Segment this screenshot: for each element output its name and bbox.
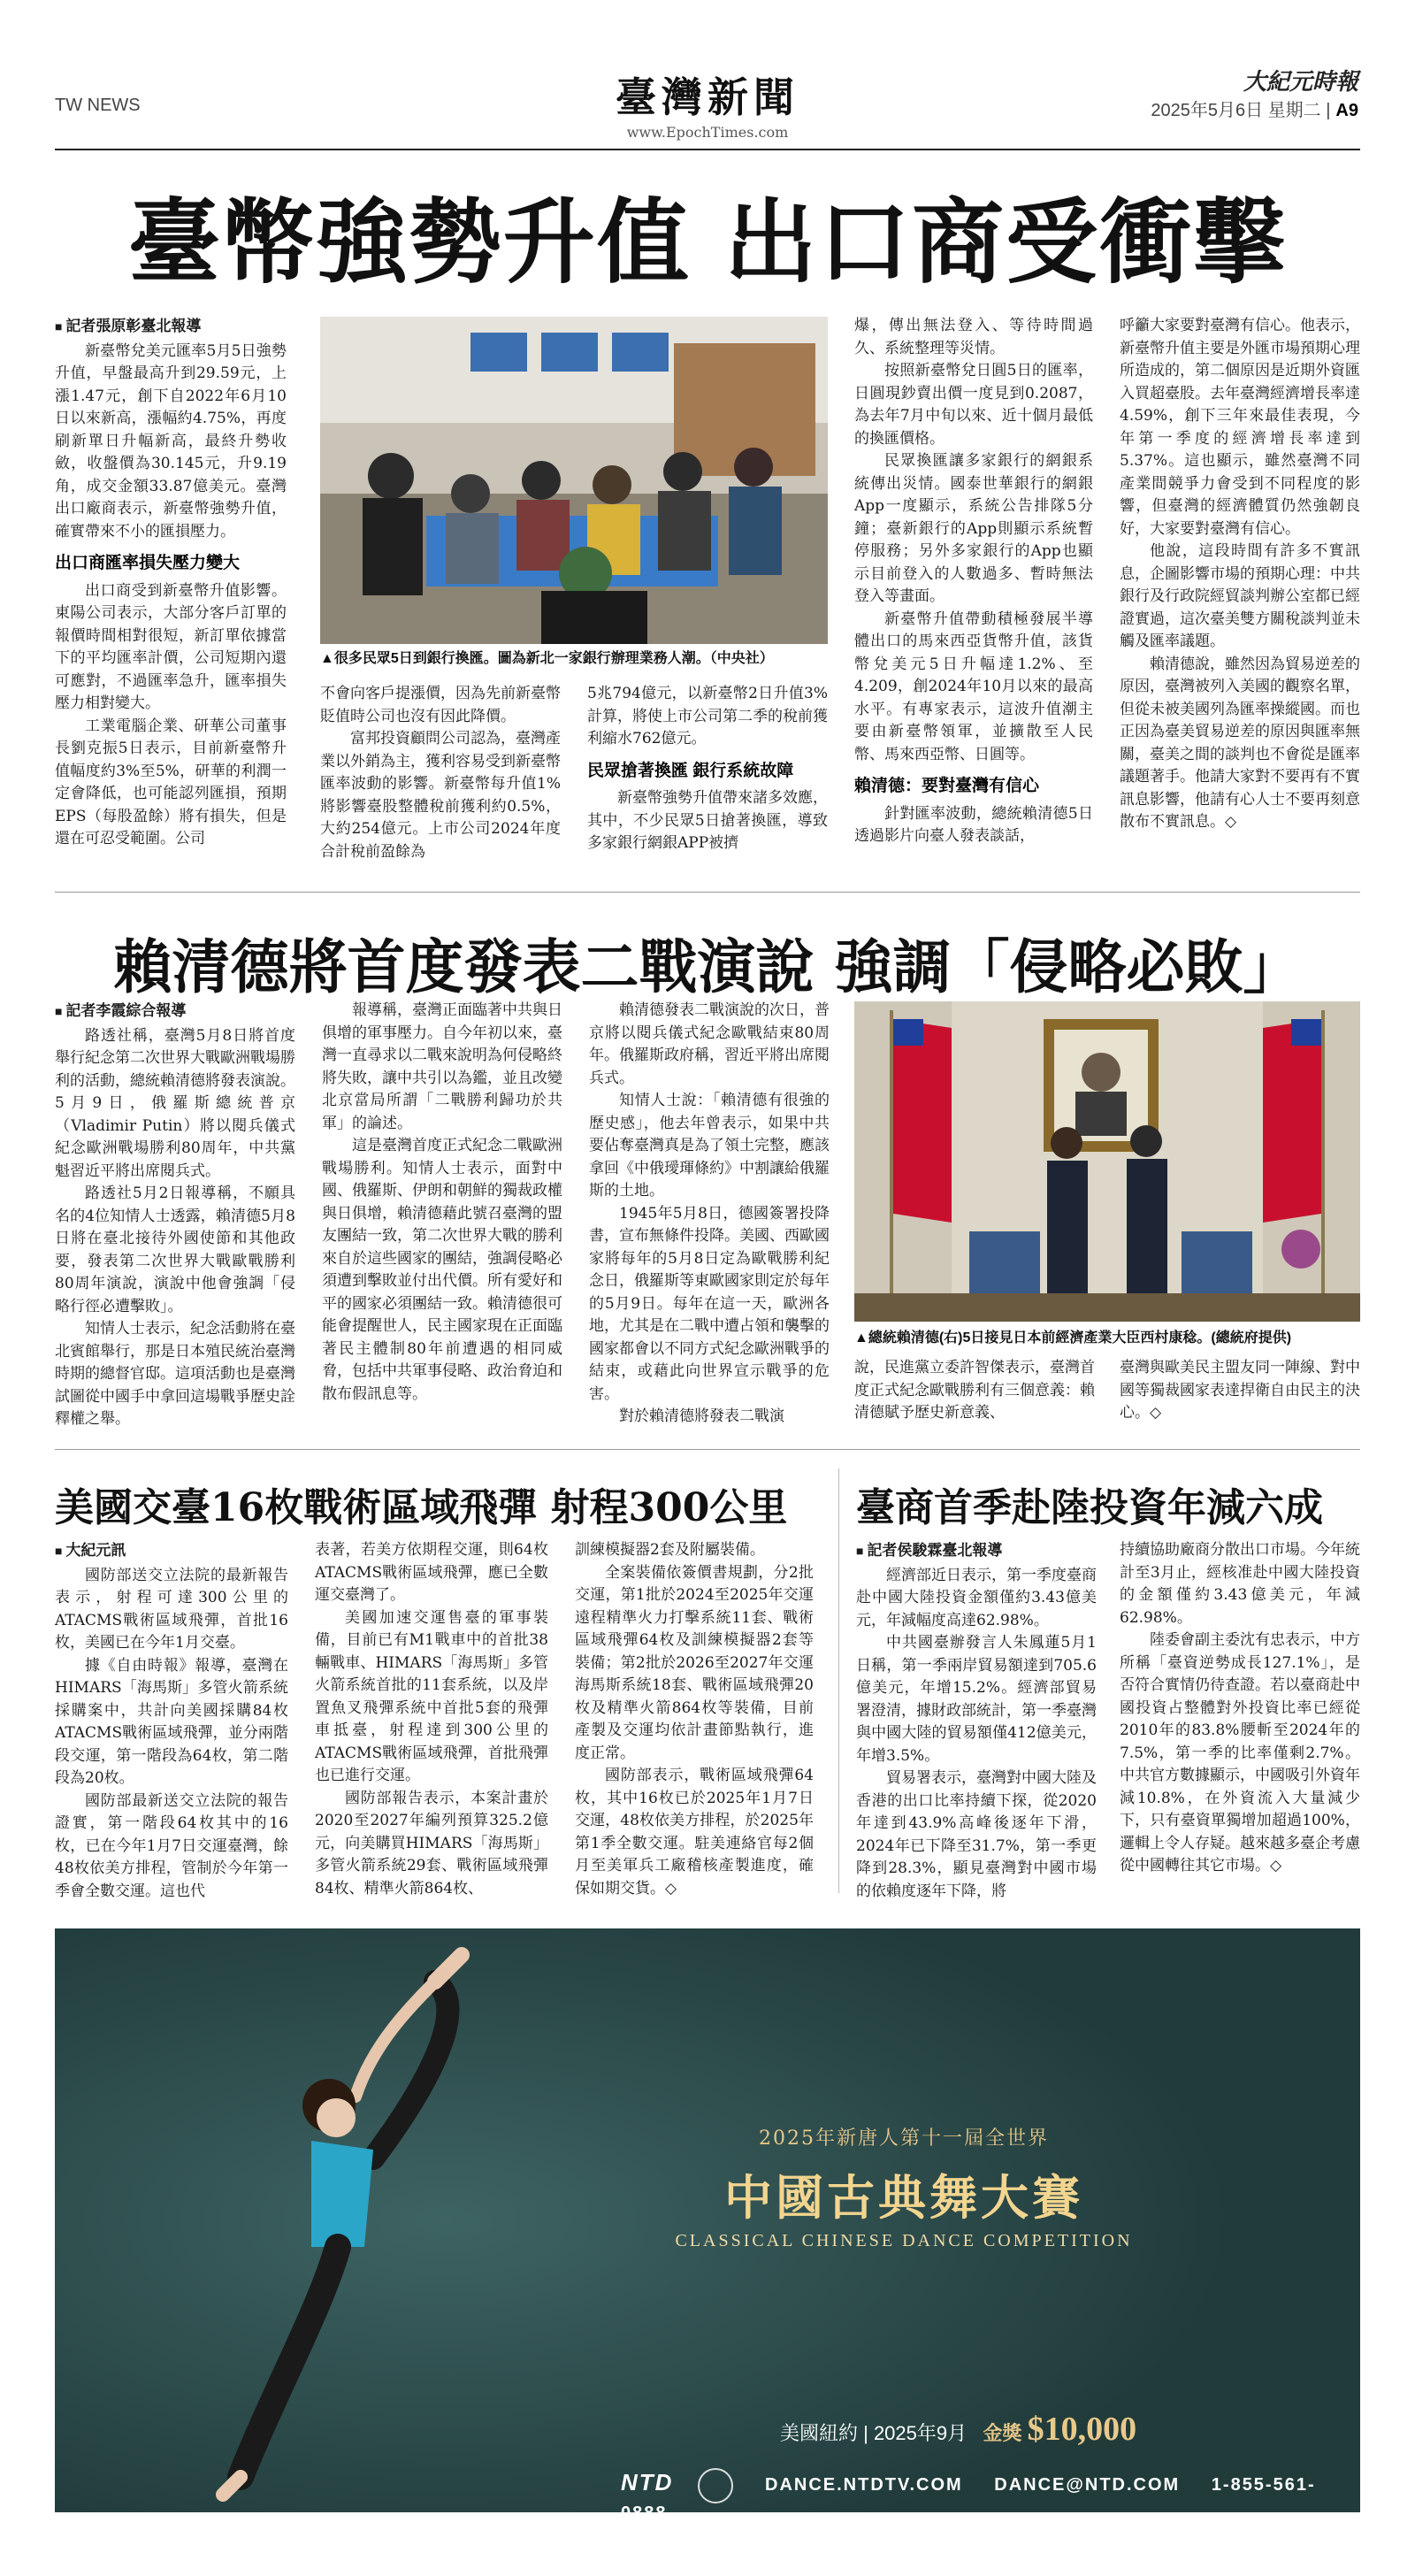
ad-website[interactable]: DANCE.NTDTV.COM	[765, 2475, 963, 2496]
column-divider	[838, 1468, 839, 1893]
paragraph: 國防部送交立法院的最新報告表示，射程可達300公里的ATACMS戰術區域飛彈，首批16枚，美國已在今年1月交臺。	[55, 1566, 288, 1652]
paragraph: 新臺幣兌美元匯率5月5日強勢升值，早盤最高升到29.59元，上漲1.47元，創下自2022年6月10日以來新高，漲幅約4.75%，再度刷新單日升幅新高，最終升勢收斂，收盤價為30.145元，升9.19角，成交金額33.87億美元。臺灣出口廠商表示，新臺幣強勢升值，確實帶來不小的匯損壓力。	[55, 341, 287, 540]
paragraph: 路透社5月2日報導稱，不願具名的4位知情人士透露，賴清德5月8日將在臺北接待外國使節和其他政要，發表第二次世界大戰歐戰勝利80周年演說，演說中他會強調「侵略行徑必遭擊敗」。	[55, 1184, 295, 1315]
paragraph: 爆，傳出無法登入、等待時間過久、系統整理等災情。	[854, 317, 1093, 357]
ad-email[interactable]: DANCE@NTD.COM	[994, 2475, 1181, 2496]
paragraph: 針對匯率波動，總統賴清德5日透過影片向臺人發表談話，	[854, 804, 1093, 845]
story4-col2	[1120, 1539, 1360, 1878]
page-number: A9	[1335, 101, 1358, 120]
paragraph: 經濟部近日表示，第一季度臺商赴中國大陸投資金額僅約3.43億美元，年減幅度高達62.98%。	[856, 1566, 1097, 1629]
masthead	[0, 0, 1415, 141]
bank-crowd-photo	[320, 317, 828, 644]
seal-icon	[698, 2468, 733, 2503]
ad-prize: $10,000	[1027, 2411, 1137, 2448]
paragraph: 賴清德說，雖然因為貿易逆差的原因，臺灣被列入美國的觀察名單，但從未被美國列為匯率操縱國。而也正因為臺美貿易逆差的原因與匯率無關，臺美之間的談判也不會從是匯率議題著手。他請大家對不要再有不實訊息影響，他請有心人士不要再刻意散布不實訊息。◇	[1120, 655, 1360, 831]
paragraph: 路透社稱，臺灣5月8日將首度舉行紀念第二次世界大戰歐洲戰場勝利的活動，總統賴清德將發表演說。5月9日，俄羅斯總統普京（Vladimir Putin）將以閱兵儀式紀念歐洲戰場勝利80周年，中共黨魁習近平將出席閱兵式。	[55, 1026, 295, 1180]
paragraph: 國防部最新送交立法院的報告證實，第一階段64枚其中的16枚，已在今年1月7日交運臺灣，餘48枚依美方排程，管制於今年第一季會全數交運。這也代	[55, 1791, 288, 1900]
story2-byline: ■ 記者李霞綜合報導	[55, 1000, 295, 1024]
paragraph: 國防部表示，戰術區域飛彈64枚，其中16枚已於2025年1月7日交運，48枚依美方排程，於2025年第1季全數交運。駐美連絡官每2個月至美軍兵工廠稽核產製進度，確保如期交貨。◇	[575, 1767, 814, 1898]
paragraph: 呼籲大家要對臺灣有信心。他表示，新臺幣升值主要是外匯市場預期心理所造成的，第二個原因是近期外資匯入買超臺股。去年臺灣經濟增長率達4.59%，創下三年來最佳表現，今年第一季度的經濟增長率達到5.37%。這也顯示，雖然臺灣不同產業間競爭力會受到不同程度的影響，但臺灣的經濟體質仍然強韌良好，大家要對臺灣有信心。	[1120, 317, 1360, 538]
masthead-rule	[55, 149, 1360, 150]
story2-col2	[322, 1000, 562, 1406]
paragraph: 5兆794億元，以新臺幣2日升值3%計算，將使上市公司第二季的稅前獲利縮水762億元。	[587, 685, 828, 748]
story3-col3	[575, 1539, 814, 1900]
story1-col4	[854, 315, 1093, 848]
story1-subhead1: 出口商匯率損失壓力變大	[55, 554, 241, 572]
ad-subtitle: 2025年新唐人第十一屆全世界	[759, 2128, 1049, 2150]
story1-col3	[587, 683, 828, 855]
paragraph: 臺灣與歐美民主盟友同一陣線、對中國等獨裁國家表達捍衛自由民主的決心。◇	[1120, 1359, 1360, 1422]
story3-col1	[55, 1539, 288, 1903]
paragraph: 1945年5月8日，德國簽署投降書，宣布無條件投降。美國、西歐國家將每年的5月8日定為歐戰勝利紀念日，俄羅斯等東歐國家則定於每年的5月9日。每年在這一天，歐洲各地，尤其是在二戰中遭占領和襲擊的國家都會以不同方式紀念歐洲戰爭的結束，或藉此向世界宣示戰爭的危害。	[589, 1204, 830, 1403]
president-meeting-photo	[854, 1001, 1360, 1322]
paragraph: 新臺幣強勢升值帶來諸多效應，其中，不少民眾5日搶著換匯，導致多家銀行網銀APP被擠	[587, 789, 828, 852]
paragraph: 美國加速交運售臺的軍事裝備，目前已有M1戰車中的首批38輛戰車、HIMARS「海馬斯」多管火箭系統首批的11套系統，以及岸置魚叉飛彈系統中首批5套的飛彈車抵臺，射程達到300公里的ATACMS戰術區域飛彈，首批飛彈也已進行交運。	[315, 1608, 548, 1784]
paragraph: 陸委會副主委沈有忠表示，中方所稱「臺資逆勢成長127.1%」，是否符合實情仍待查證。若以臺商赴中國投資占整體對外投資比率已經從2010年的83.8%腰斬至2024年的7.5%，第一季的比率僅剩2.7%。中共官方數據顯示，中國吸引外資年減10.8%，在外資流入大量減少下，只有臺資單獨增加超過100%，邏輯上令人存疑。越來越多臺企考慮從中國轉往其它市場。◇	[1120, 1631, 1360, 1874]
ad-prize-label: 金獎	[983, 2422, 1022, 2444]
meeting-illustration	[854, 1001, 1360, 1322]
section-title: 臺灣新聞	[616, 73, 799, 121]
ad-phone: 1-855-561-0888	[621, 2475, 1316, 2523]
paragraph: 持續協助廠商分散出口市場。今年統計至3月止，經核准赴中國大陸投資的金額僅約3.43億美元，年減62.98%。	[1120, 1541, 1360, 1627]
story1-headline: 臺幣強勢升值 出口商受衝擊	[127, 188, 1288, 296]
paragraph: 他說，這段時間有許多不實訊息，企圖影響市場的預期心理：中共銀行及行政院經貿談判辦公室都已經證實過，這次臺美雙方關稅談判並未觸及匯率議題。	[1120, 542, 1360, 650]
paragraph: 出口商受到新臺幣升值影響。東陽公司表示，大部分客戶訂單的報價時間相對很短，新訂單依據當下的平均匯率計價，公司短期內還可應對，不過匯率急升，匯率損失壓力相對變大。	[55, 581, 287, 712]
paragraph: 說，民進黨立委許智傑表示，臺灣首度正式紀念歐戰勝利有三個意義：賴清德賦予歷史新意義、	[854, 1359, 1095, 1422]
date-line	[1151, 96, 1358, 121]
story3-col2	[315, 1539, 548, 1900]
story2-col3	[589, 1000, 830, 1429]
paragraph: 富邦投資顧問公司認為，臺灣產業以外銷為主，獲利容易受到新臺幣匯率波動的影響。新臺幣每升值1%將影響臺股整體稅前獲利約0.5%，大約254億元。上市公司2024年度合計稅前盈餘為	[320, 730, 561, 861]
story2-col1	[55, 1000, 295, 1431]
paragraph: 民眾換匯讓多家銀行的網銀系統傳出災情。國泰世華銀行的網銀App一度顯示，系統公告排隊5分鐘；臺新銀行的App則顯示系統暫停服務；另外多家銀行的App也顯示目前登入的人數過多、暫時無法登入等畫面。	[854, 452, 1093, 605]
story1-subhead3: 賴清德：要對臺灣有信心	[854, 777, 1040, 795]
paragraph: 國防部報告表示，本案計畫於2020至2027年編列預算325.2億元，向美購買HIMARS「海馬斯」多管火箭系統29套、戰術區域飛彈84枚、精準火箭864枚、	[315, 1789, 548, 1898]
paragraph: 賴清德發表二戰演說的次日，普京將以閱兵儀式紀念歐戰結束80周年。俄羅斯政府稱，習近平將出席閱兵式。	[589, 1001, 830, 1087]
story1-subhead2: 民眾搶著換匯 銀行系統故障	[587, 761, 794, 780]
paragraph: 新臺幣升值帶動積極發展半導體出口的馬來西亞貨幣升值，該貨幣兌美元5日升幅達1.2%、至4.209，創2024年10月以來的最高水平。有專家表示，這波升值潮主要由新臺幣領軍，並擴散至人民幣、馬來西亞幣、日圓等。	[854, 610, 1093, 763]
story1-col2	[320, 683, 561, 863]
paragraph: 報導稱，臺灣正面臨著中共與日俱增的軍事壓力。自今年初以來，臺灣一直尋求以二戰來說明為何侵略終將失敗，讓中共引以為鑑，並且改變北京當局所謂「二戰勝利歸功於共軍」的論述。	[322, 1001, 562, 1132]
paragraph: 據《自由時報》報導，臺灣在HIMARS「海馬斯」多管火箭系統採購案中，共計向美國採購84枚ATACMS戰術區域飛彈，並分兩階段交運，第一階段為64枚，第二階段為20枚。	[55, 1656, 288, 1787]
section-divider	[55, 1449, 1360, 1450]
story1-col1	[55, 315, 287, 851]
story2-photo-caption: ▲總統賴清德(右)5日接見日本前經濟產業大臣西村康稔。(總統府提供)	[854, 1330, 1292, 1346]
paragraph: 不會向客戶提漲價，因為先前新臺幣貶值時公司也沒有因此降價。	[320, 685, 561, 725]
ntd-logo: NTD	[621, 2469, 674, 2496]
paragraph: 對於賴清德將發表二戰演	[619, 1407, 784, 1425]
section-en: TW NEWS	[55, 96, 141, 115]
story4-col1	[856, 1539, 1097, 1903]
story4-byline: ■ 記者侯駿霖臺北報導	[856, 1539, 1097, 1563]
date: 2025年5月6日 星期二 |	[1151, 101, 1331, 120]
story4-headline: 臺商首季赴陸投資年減六成	[856, 1485, 1323, 1530]
paragraph: 這是臺灣首度正式紀念二戰歐洲戰場勝利。知情人士表示，面對中國、俄羅斯、伊朗和朝鮮的獨裁政權與日俱增，賴清德藉此號召臺灣的盟友團結一致，第二次世界大戰的勝利來自於這些國家的團結，強調侵略必須遭到擊敗並付出代價。所有愛好和平的國家必須團結一致。賴清德很可能會提醒世人，民主國家現在正面臨著民主體制80年前遭遇的相同威脅，包括中共軍事侵略、政治脅迫和散布假訊息等。	[322, 1137, 562, 1403]
story2-headline: 賴清德將首度發表二戰演說 強調「侵略必敗」	[113, 932, 1302, 1001]
story1-photo-caption: ▲很多民眾5日到銀行換匯。圖為新北一家銀行辦理業務人潮。（中央社）	[320, 651, 774, 666]
story2-col5	[1120, 1357, 1360, 1425]
paragraph: 按照新臺幣兌日圓5日的匯率，日圓現鈔賣出價一度見到0.2087，為去年7月中旬以來、近十個月最低的換匯價格。	[854, 362, 1093, 448]
story2-col4	[854, 1357, 1095, 1425]
paragraph: 貿易署表示，臺灣對中國大陸及香港的出口比率持續下探，從2020年達到43.9%高峰後逐年下滑，2024年已下降至31.7%，第一季更降到28.3%，顯見臺灣對中國市場的依賴度逐年下降，將	[856, 1769, 1097, 1900]
paper-name: 大紀元時報	[1243, 69, 1358, 96]
ad-title: 中國古典舞大賽	[724, 2169, 1083, 2226]
section-divider	[55, 892, 1360, 893]
website-url: www.EpochTimes.com	[626, 124, 789, 141]
bank-crowd-illustration	[320, 317, 828, 644]
story3-headline: 美國交臺16枚戰術區域飛彈 射程300公里	[55, 1485, 788, 1530]
story1-col5	[1120, 315, 1360, 834]
ad-location-prize	[780, 2410, 1136, 2449]
story1-byline: ■ 記者張原彰臺北報導	[55, 315, 287, 339]
paragraph: 知情人士說：「賴清德有很強的歷史感」，他去年曾表示，如果中共要佔奪臺灣真是為了領土完整，應該拿回《中俄璦琿條約》中割讓給俄羅斯的土地。	[589, 1092, 830, 1200]
story3-byline: ■ 大紀元訊	[55, 1539, 288, 1563]
ad-title-en: CLASSICAL CHINESE DANCE COMPETITION	[675, 2231, 1133, 2250]
ad-location: 美國紐約 | 2025年9月	[780, 2422, 968, 2444]
ad-contact	[621, 2468, 1360, 2524]
dance-competition-ad[interactable]	[55, 1928, 1360, 2523]
paragraph: 全案裝備依簽價書規劃，分2批交運，第1批於2024至2025年交運遠程精準火力打擊系統11套、戰術區域飛彈64枚及訓練模擬器2套等裝備；第2批於2026至2027年交運海馬斯系統18套、戰術區域飛彈20枚及精準火箭864枚等裝備，目前產製及交運均依計畫節點執行，進度正常。	[575, 1563, 814, 1762]
paragraph: 表著，若美方依期程交運，則64枚ATACMS戰術區域飛彈，應已全數運交臺灣了。	[315, 1541, 548, 1604]
paragraph: 訓練模擬器2套及附屬裝備。	[575, 1541, 765, 1559]
paragraph: 知情人士表示，紀念活動將在臺北賓館舉行，那是日本殖民統治臺灣時期的總督官邸。這項活動也是臺灣試圖從中國手中拿回這場戰爭歷史詮釋權之舉。	[55, 1320, 295, 1428]
paragraph: 工業電腦企業、研華公司董事長劉克振5日表示，目前新臺幣升值幅度約3%至5%，研華的利潤一定會降低，也可能認列匯損，預期EPS（每股盈餘）將有損失，但是還在可忍受範圍。公司	[55, 717, 287, 847]
paragraph: 中共國臺辦發言人朱鳳蓮5月1日稱，第一季兩岸貿易額達到705.6億美元，年增15.2%。經濟部貿易署澄清，據財政部統計，第一季臺灣與中國大陸的貿易額僅412億美元，年增3.5%。	[856, 1634, 1097, 1765]
